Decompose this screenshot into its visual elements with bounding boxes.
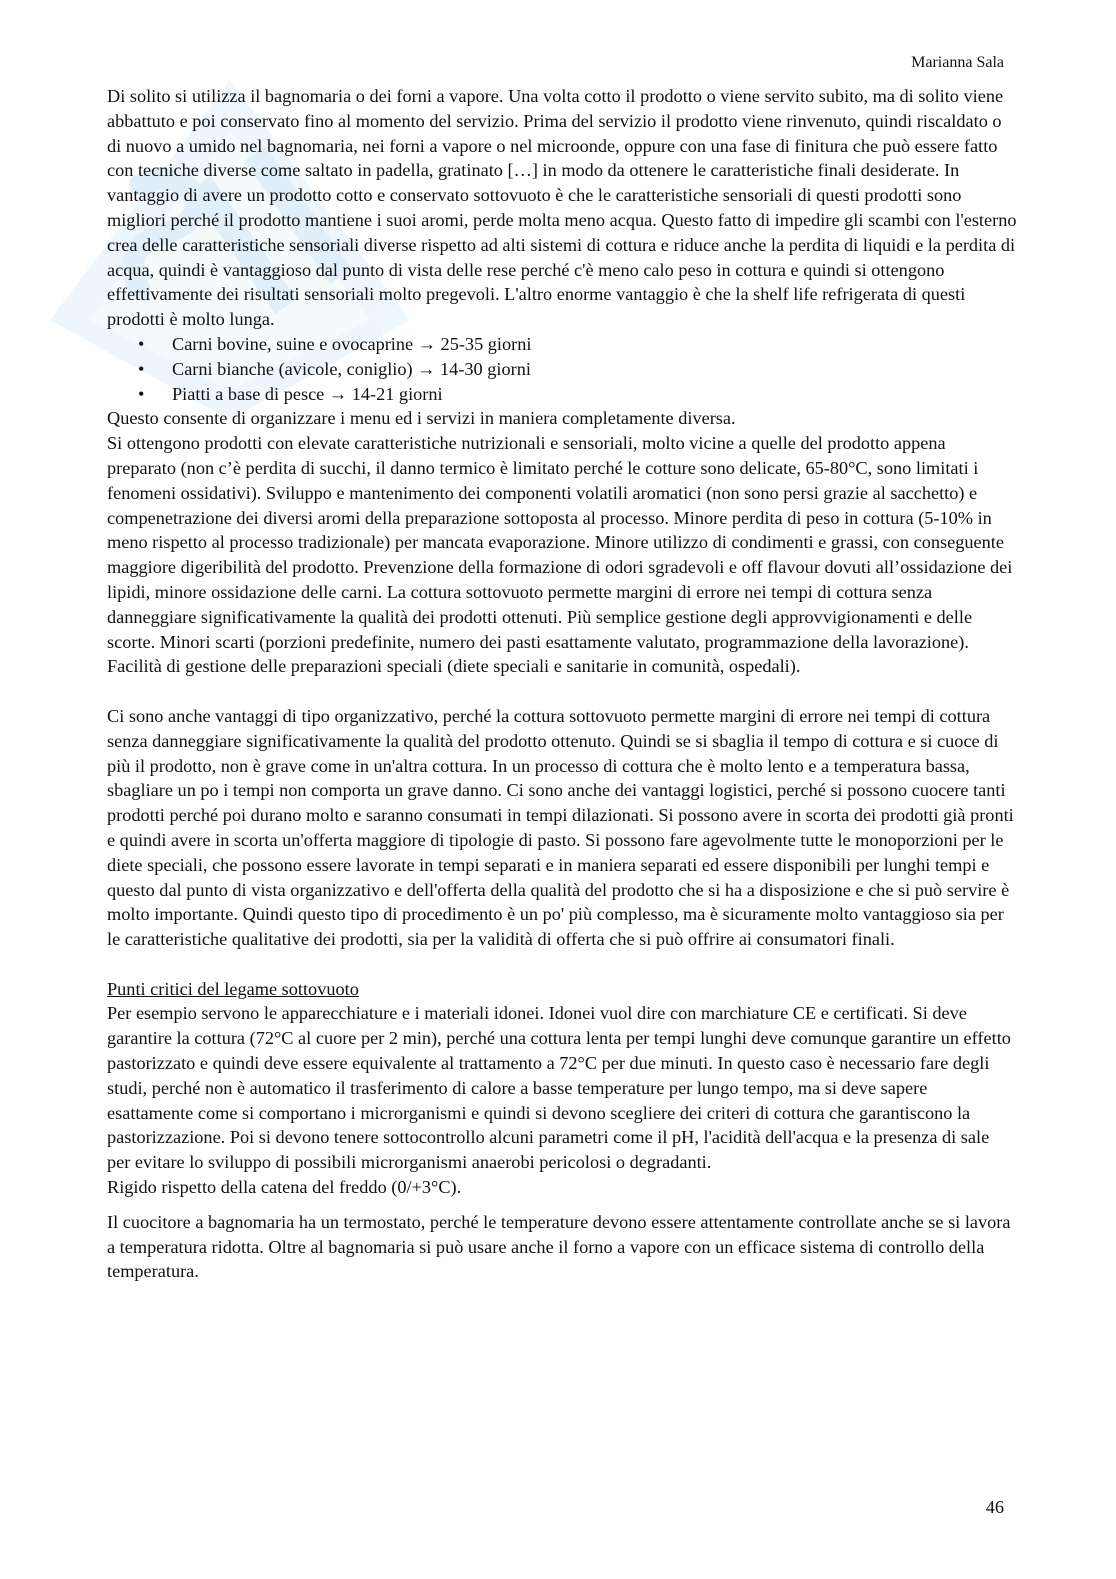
- list-item: [107, 382, 1017, 407]
- spacer: [107, 679, 1017, 704]
- paragraph-menu: Questo consente di organizzare i menu ed i servizi in maniera completamente diversa.: [107, 408, 736, 429]
- spacer: [107, 952, 1017, 977]
- bullet-icon: •: [138, 383, 145, 404]
- paragraph-critical-points: Per esempio servono le apparecchiature e i materiali idonei. Idonei vuol dire con marchiature CE e certificati. Si deve garantire la cottura (72°C al cuore per 2 min), perché una cottura lenta per tempi lunghi deve comunque garantire un effetto pastorizzato e quindi deve essere equivalente al trattamento a 72°C per due minuti. In questo caso è necessario fare degli studi, perché non è automatico il trasferimento di calore a basse temperature per lungo tempo, ma si deve sapere esattamente come si comportano i microrganismi e quindi si devono scegliere dei criteri di cottura che garantiscono la pastorizzazione. Poi si devono tenere sottocontrollo alcuni parametri come il pH, l'acidità dell'acqua e la presenza di sale per evitare lo sviluppo di possibili microrganismi anaerobi pericolosi o degradanti.: [107, 1003, 1011, 1173]
- document-body: [107, 84, 1017, 1284]
- list-item-text: Piatti a base di pesce → 14-21 giorni: [172, 383, 443, 404]
- list-item: [107, 357, 1017, 382]
- list-item-text: Carni bianche (avicole, coniglio) → 14-30 giorni: [172, 358, 531, 379]
- list-item-text: Carni bovine, suine e ovocaprine → 25-35 giorni: [172, 333, 532, 354]
- page-number: 46: [985, 1497, 1004, 1517]
- bullet-icon: •: [138, 358, 145, 379]
- section-heading: Punti critici del legame sottovuoto: [107, 978, 359, 999]
- paragraph-thermostat: Il cuocitore a bagnomaria ha un termostato, perché le temperature devono essere attentamente controllate anche se si lavora a temperatura ridotta. Oltre al bagnomaria si può usare anche il forno a vapore con un efficace sistema di controllo della temperatura.: [107, 1211, 1011, 1282]
- paragraph-benefits: Si ottengono prodotti con elevate caratteristiche nutrizionali e sensoriali, molto vicine a quelle del prodotto appena preparato (non c’è perdita di succhi, il danno termico è limitato perché le cotture sono delicate, 65-80°C, sono limitati i fenomeni ossidativi). Sviluppo e mantenimento dei componenti volatili aromatici (non sono persi grazie al sacchetto) e compenetrazione dei diversi aromi della preparazione sottoposta al processo. Minore perdita di peso in cottura (5-10% in meno rispetto al processo tradizionale) per mancata evaporazione. Minore utilizzo di condimenti e grassi, con conseguente maggiore digeribilità del prodotto. Prevenzione della formazione di odori sgradevoli e off flavour dovuti all’ossidazione dei lipidi, minore ossidazione delle carni. La cottura sottovuoto permette margini di errore nei tempi di cottura senza danneggiare significativamente la qualità dei prodotti ottenuti. Più semplice gestione degli approvvigionamenti e delle scorte. Minori scarti (porzioni predefinite, numero dei pasti esattamente valutato, programmazione della lavorazione). Facilità di gestione delle preparazioni speciali (diete speciali e sanitarie in comunità, ospedali).: [107, 433, 1013, 677]
- bullet-icon: •: [138, 333, 145, 354]
- spacer: [107, 1200, 1017, 1210]
- paragraph-cold-chain: Rigido rispetto della catena del freddo (0/+3°C).: [107, 1177, 462, 1198]
- paragraph-organization: Ci sono anche vantaggi di tipo organizzativo, perché la cottura sottovuoto permette margini di errore nei tempi di cottura senza danneggiare significativamente la qualità del prodotto ottenuto. Quindi se si sbaglia il tempo di cottura e si cuoce di più il prodotto, non è grave come in un'altra cottura. In un processo di cottura che è molto lento e a temperatura bassa, sbagliare un po i tempi non comporta un grave danno. Ci sono anche dei vantaggi logistici, perché si possono cuocere tanti prodotti perché poi durano molto e saranno consumati in tempi dilazionati. Si possono avere in scorta dei prodotti già pronti e quindi avere in scorta un'offerta maggiore di tipologie di pasto. Si possono fare agevolmente tutte le monoporzioni per le diete speciali, che possono essere lavorate in tempi separati e in maniera separati ed essere disponibili per lunghi tempi e questo dal punto di vista organizzativo e dell'offerta della qualità del prodotto che si ha a disposizione e che si può servire è molto importante. Quindi questo tipo di procedimento è un po' più complesso, ma è sicuramente molto vantaggioso sia per le caratteristiche qualitative dei prodotti, sia per la validità di offerta che si può offrire ai consumatori finali.: [107, 705, 1014, 950]
- shelf-life-list: [107, 332, 1017, 406]
- paragraph-intro: Di solito si utilizza il bagnomaria o dei forni a vapore. Una volta cotto il prodotto o viene servito subito, ma di solito viene abbattuto e poi conservato fino al momento del servizio. Prima del servizio il prodotto viene rinvenuto, quindi riscaldato o di nuovo a umido nel bagnomaria, nei forni a vapore o nel microonde, oppure con una fase di finitura che può essere fatto con tecniche diverse come saltato in padella, gratinato […] in modo da ottenere le caratteristiche finali desiderate. In vantaggio di avere un prodotto cotto e conservato sottovuoto è che le caratteristiche sensoriali di questi prodotti sono migliori perché il prodotto mantiene i suoi aromi, perde molta meno acqua. Questo fatto di impedire gli scambi con l'esterno crea delle caratteristiche sensoriali diverse rispetto ad alti sistemi di cottura e riduce anche la perdita di liquidi e la perdita di acqua, quindi è vantaggioso dal punto di vista delle rese perché c'è meno calo peso in cottura e quindi si ottengono effettivamente dei risultati sensoriali molto pregevoli. L'altro enorme vantaggio è che la shelf life refrigerata di questi prodotti è molto lunga.: [107, 86, 1017, 330]
- list-item: [107, 332, 1017, 357]
- page-header-author: Marianna Sala: [911, 54, 1004, 71]
